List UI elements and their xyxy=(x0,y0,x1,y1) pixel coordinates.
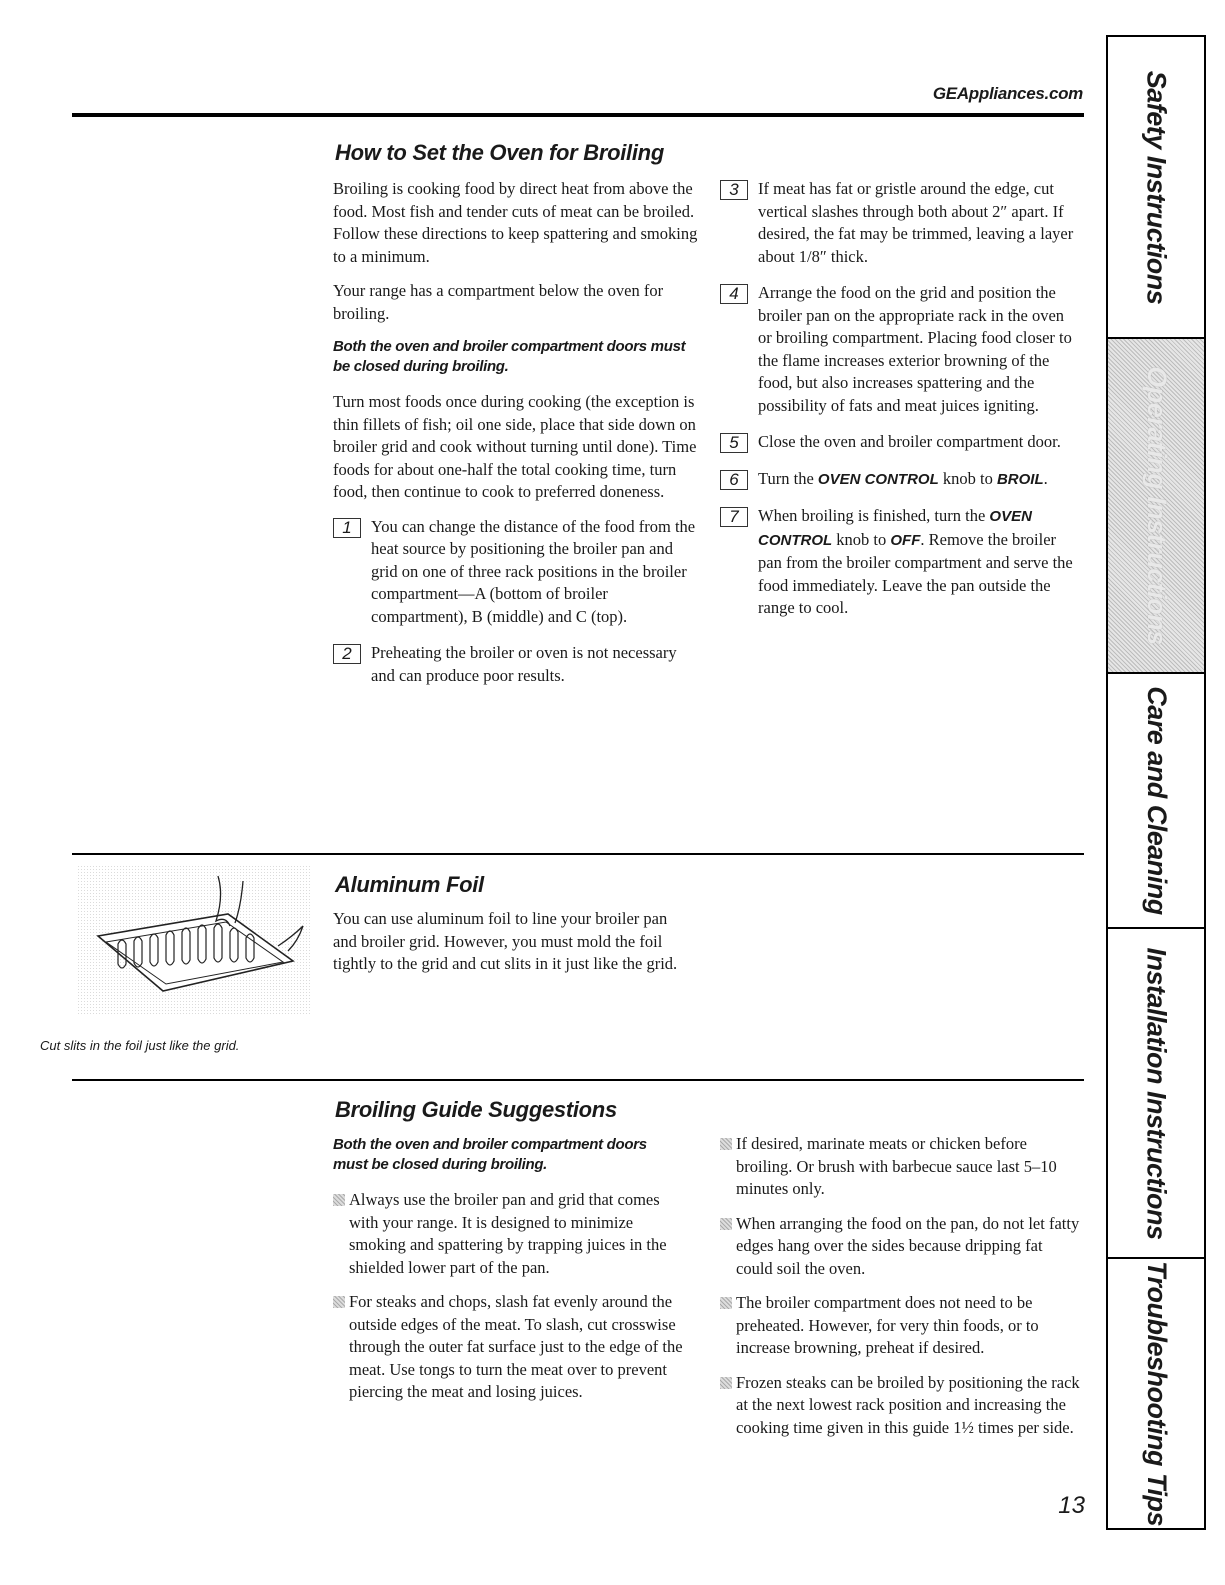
bullet-icon xyxy=(720,1297,732,1309)
foil-caption: Cut slits in the foil just like the grid. xyxy=(40,1038,240,1053)
guide-left-column xyxy=(333,1135,683,1416)
tab-label: Safety Instructions xyxy=(1141,70,1172,304)
step-text: Close the oven and broiler compartment door. xyxy=(758,432,1061,451)
broiling-intro: Broiling is cooking food by direct heat from above the food. Most fish and tender cuts of meat can be broiled. Follow these directions to keep spattering and smoking to a minimum. xyxy=(333,179,698,266)
bullet-text: The broiler compartment does not need to be preheated. However, for very thin foods, or to increase browning, preheat if desired. xyxy=(736,1293,1039,1357)
broiler-pan-illustration xyxy=(78,866,312,1016)
site-url: GEAppliances.com xyxy=(932,84,1083,103)
broiling-turn: Turn most foods once during cooking (the exception is thin fillets of fish; oil one side, place that side down on broiler grid and cook without turning until done). Time foods for about one-half the total cooking time, turn food, then continue to cook to preferred doneness. xyxy=(333,392,697,501)
bullet-text: For steaks and chops, slash fat evenly around the outside edges of the meat. To slash, cut crosswise through the outer fat surface just to the edge of the meat. Use tongs to turn the meat over to prevent piercing the meat and losing juices. xyxy=(349,1292,683,1401)
step-number: 6 xyxy=(720,470,748,490)
step-text: Preheating the broiler or oven is not necessary and can produce poor results. xyxy=(371,643,677,685)
step-4 xyxy=(720,282,1080,417)
step-number: 3 xyxy=(720,180,748,200)
bullet-icon xyxy=(720,1218,732,1230)
off-label: OFF xyxy=(890,531,921,549)
foil-text: You can use aluminum foil to line your broiler pan and broiler grid. However, you must mold the foil tightly to the grid and cut slits in it just like the grid. xyxy=(333,909,678,973)
step-5 xyxy=(720,431,1080,454)
header-rule xyxy=(72,113,1084,117)
guide-bullet xyxy=(333,1189,683,1279)
page-number: 13 xyxy=(1058,1492,1085,1519)
step-text-part: When broiling is finished, turn the xyxy=(758,506,990,525)
step-number: 7 xyxy=(720,507,748,527)
tab-installation-instructions[interactable] xyxy=(1108,929,1204,1259)
tab-label: Troubleshooting Tips xyxy=(1141,1261,1172,1526)
broiling-title: How to Set the Oven for Broiling xyxy=(335,140,664,165)
section-tabs xyxy=(1106,35,1206,1530)
oven-control-label: OVEN CONTROL xyxy=(817,470,939,488)
guide-bullet xyxy=(720,1372,1080,1440)
section-divider xyxy=(72,1079,1084,1081)
tab-label: Care and Cleaning xyxy=(1141,686,1172,915)
step-1 xyxy=(333,516,698,629)
guide-warning: Both the oven and broiler compartment doors must be closed during broiling. xyxy=(333,1136,647,1173)
bullet-icon xyxy=(333,1194,345,1206)
step-text xyxy=(758,468,1080,492)
step-number: 2 xyxy=(333,644,361,664)
step-number: 4 xyxy=(720,284,748,304)
broil-label: BROIL xyxy=(996,470,1044,488)
step-text: If meat has fat or gristle around the edge, cut vertical slashes through both about 2″ apart. If desired, the fat may be trimmed, leaving a layer about 1/8″ thick. xyxy=(758,179,1074,266)
tab-troubleshooting-tips[interactable] xyxy=(1108,1259,1204,1528)
tab-care-and-cleaning[interactable] xyxy=(1108,674,1204,929)
guide-bullet xyxy=(720,1213,1080,1281)
bullet-icon xyxy=(720,1138,732,1150)
broiling-left-column xyxy=(333,178,698,701)
bullet-text: Frozen steaks can be broiled by positioning the rack at the next lowest rack position and increasing the cooking time given in this guide 1½ times per side. xyxy=(736,1372,1080,1437)
foil-title: Aluminum Foil xyxy=(335,872,484,897)
section-divider xyxy=(72,853,1084,855)
bullet-icon xyxy=(333,1296,345,1308)
broiling-right-column xyxy=(720,178,1080,634)
tab-label: Installation Instructions xyxy=(1141,946,1172,1240)
step-7 xyxy=(720,505,1080,620)
bullet-icon xyxy=(720,1377,732,1389)
guide-right-column xyxy=(720,1133,1080,1451)
bullet-text: If desired, marinate meats or chicken before broiling. Or brush with barbecue sauce last 5–10 minutes only. xyxy=(736,1134,1057,1198)
guide-bullet xyxy=(333,1291,683,1404)
step-text xyxy=(758,505,1080,620)
step-text-part: Turn the xyxy=(758,468,818,488)
tab-safety-instructions[interactable] xyxy=(1108,37,1204,339)
step-3 xyxy=(720,178,1080,268)
step-text-part: knob to xyxy=(938,468,997,488)
step-text-part: . Remove the broiler pan from the broiler compartment and serve the food immediately. Leave the pan outside the range to cool. xyxy=(758,529,1073,617)
step-number: 1 xyxy=(333,518,361,538)
guide-bullet xyxy=(720,1133,1080,1201)
broiling-warning: Both the oven and broiler compartment doors must be closed during broiling. xyxy=(333,338,686,375)
oven-control-label: OVEN CONTROL xyxy=(758,508,1032,549)
tab-label: Operating Instructions xyxy=(1141,366,1172,645)
guide-title: Broiling Guide Suggestions xyxy=(335,1097,617,1122)
broiling-compartment: Your range has a compartment below the oven for broiling. xyxy=(333,281,664,323)
step-text: Arrange the food on the grid and position the broiler pan on the appropriate rack in the oven or broiling compartment. Placing food closer to the flame increases exterior browning of the food, but also increases spattering and the possibility of fats and meat juices igniting. xyxy=(758,283,1072,415)
step-text-part: . xyxy=(1043,468,1048,488)
step-number: 5 xyxy=(720,433,748,453)
bullet-text: Always use the broiler pan and grid that comes with your range. It is designed to minimize smoking and spattering by trapping juices in the shielded lower part of the pan. xyxy=(349,1190,667,1277)
bullet-text: When arranging the food on the pan, do not let fatty edges hang over the sides because dripping fat could soil the oven. xyxy=(736,1213,1080,1278)
step-2 xyxy=(333,642,698,687)
step-text-part: knob to xyxy=(832,529,891,549)
guide-bullet xyxy=(720,1292,1080,1360)
step-6 xyxy=(720,468,1080,492)
tab-operating-instructions[interactable] xyxy=(1108,339,1204,674)
step-text: You can change the distance of the food from the heat source by positioning the broiler pan and grid on one of three rack positions in the broiler compartment—A (bottom of broiler compartment), B (middle) and C (top). xyxy=(371,516,696,626)
